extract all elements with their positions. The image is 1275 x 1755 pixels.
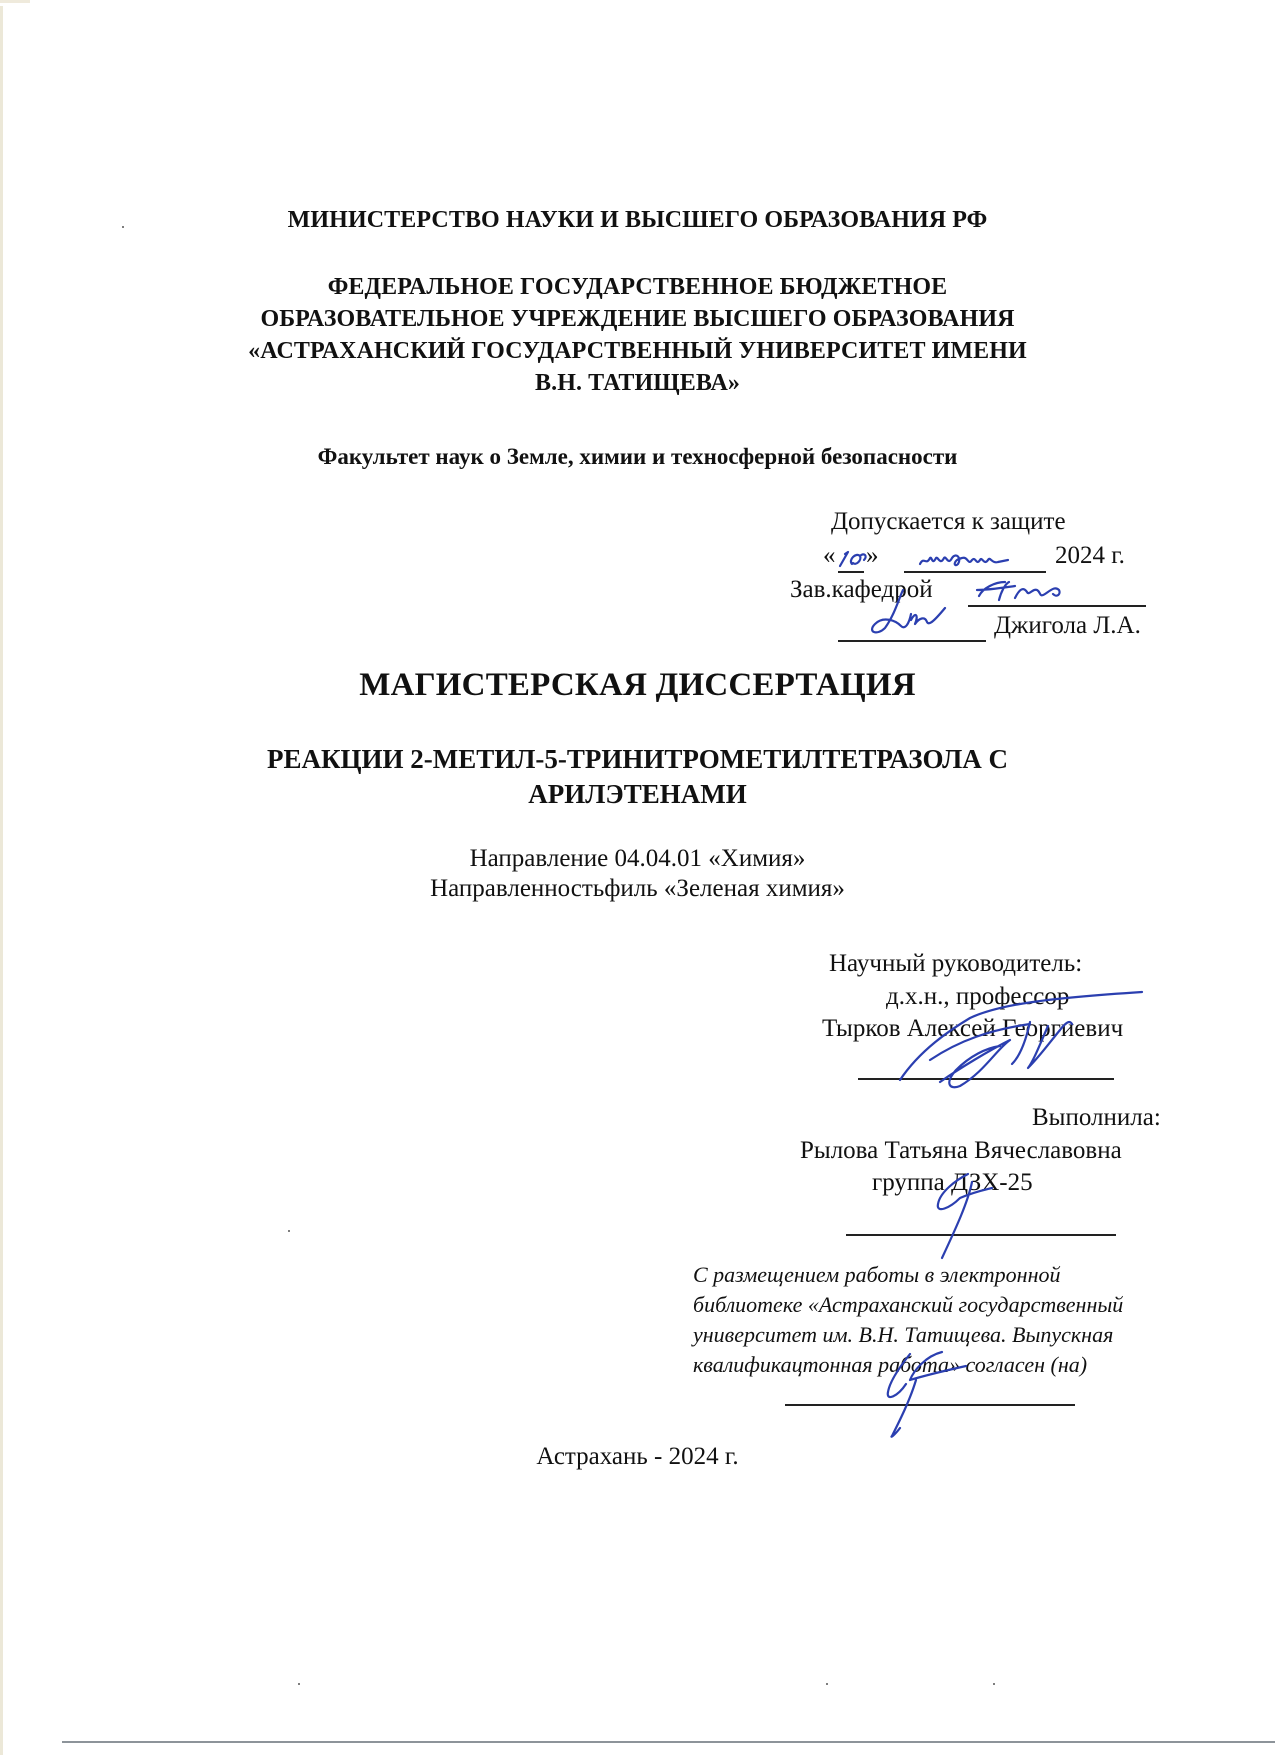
consent-line: библиотеке «Астраханский государственный bbox=[693, 1292, 1124, 1317]
thesis-type: МАГИСТЕРСКАЯ ДИССЕРТАЦИЯ bbox=[359, 667, 916, 703]
head-name-underline bbox=[838, 640, 986, 642]
consent-line: С размещением работы в электронной bbox=[693, 1262, 1061, 1287]
supervisor-signature bbox=[900, 990, 1160, 1090]
head-signature bbox=[975, 578, 1085, 604]
supervisor-label: Научный руководитель: bbox=[829, 950, 1083, 977]
month-underline bbox=[904, 571, 1046, 573]
author-name: Рылова Татьяна Вячеславовна bbox=[800, 1137, 1122, 1164]
institution-line: ФЕДЕРАЛЬНОЕ ГОСУДАРСТВЕННОЕ БЮДЖЕТНОЕ bbox=[327, 274, 948, 300]
scan-top-edge bbox=[0, 0, 30, 3]
admitted-label: Допускается к защите bbox=[831, 508, 1066, 535]
direction: Направление 04.04.01 «Химия» bbox=[469, 845, 806, 872]
handwritten-month bbox=[918, 550, 1038, 570]
institution-line: «АСТРАХАНСКИЙ ГОСУДАРСТВЕННЫЙ УНИВЕРСИТЕТ ИМЕНИ bbox=[248, 338, 1027, 364]
day-underline bbox=[838, 571, 864, 573]
head-of-department-label: Зав.кафедрой bbox=[790, 576, 933, 603]
supervisor-name: Тырков Алексей Георгиевич bbox=[822, 1015, 1124, 1042]
date-year: 2024 г. bbox=[1055, 542, 1125, 569]
profile: Направленностьфиль «Зеленая химия» bbox=[430, 875, 845, 902]
consent-line: квалификацтонная работа» согласен (на) bbox=[693, 1352, 1088, 1377]
institution-line: ОБРАЗОВАТЕЛЬНОЕ УЧРЕЖДЕНИЕ ВЫСШЕГО ОБРАЗОВАНИЯ bbox=[260, 306, 1015, 332]
thesis-title-line: РЕАКЦИИ 2-МЕТИЛ-5-ТРИНИТРОМЕТИЛТЕТРАЗОЛА С bbox=[266, 744, 1009, 774]
author-group: группа ДЗХ-25 bbox=[872, 1169, 1033, 1196]
scan-bottom-edge bbox=[62, 1741, 1275, 1743]
city-year: Астрахань - 2024 г. bbox=[536, 1443, 739, 1470]
supervisor-degree: д.х.н., профессор bbox=[886, 983, 1070, 1010]
faculty-name: Факультет наук о Земле, химии и техносферной безопасности bbox=[317, 444, 958, 469]
thesis-title-line: АРИЛЭТЕНАМИ bbox=[528, 779, 747, 809]
date-close-quote: » bbox=[866, 542, 879, 569]
author-label: Выполнила: bbox=[1032, 1104, 1161, 1131]
institution-line: В.Н. ТАТИЩЕВА» bbox=[535, 370, 740, 396]
scan-speck bbox=[993, 1683, 995, 1685]
scan-speck bbox=[826, 1683, 828, 1685]
head-name-signature bbox=[855, 584, 955, 640]
consent-signature bbox=[870, 1340, 980, 1440]
head-name: Джигола Л.А. bbox=[994, 612, 1141, 639]
scan-speck bbox=[288, 1230, 290, 1232]
author-signature bbox=[920, 1172, 1000, 1262]
date-open-quote: « bbox=[823, 542, 836, 569]
scan-speck bbox=[298, 1683, 300, 1685]
consent-line: университет им. В.Н. Татищева. Выпускная bbox=[693, 1322, 1114, 1347]
head-signature-underline bbox=[968, 605, 1146, 607]
ministry-heading: МИНИСТЕРСТВО НАУКИ И ВЫСШЕГО ОБРАЗОВАНИЯ РФ bbox=[287, 207, 988, 233]
scan-speck bbox=[122, 226, 124, 228]
